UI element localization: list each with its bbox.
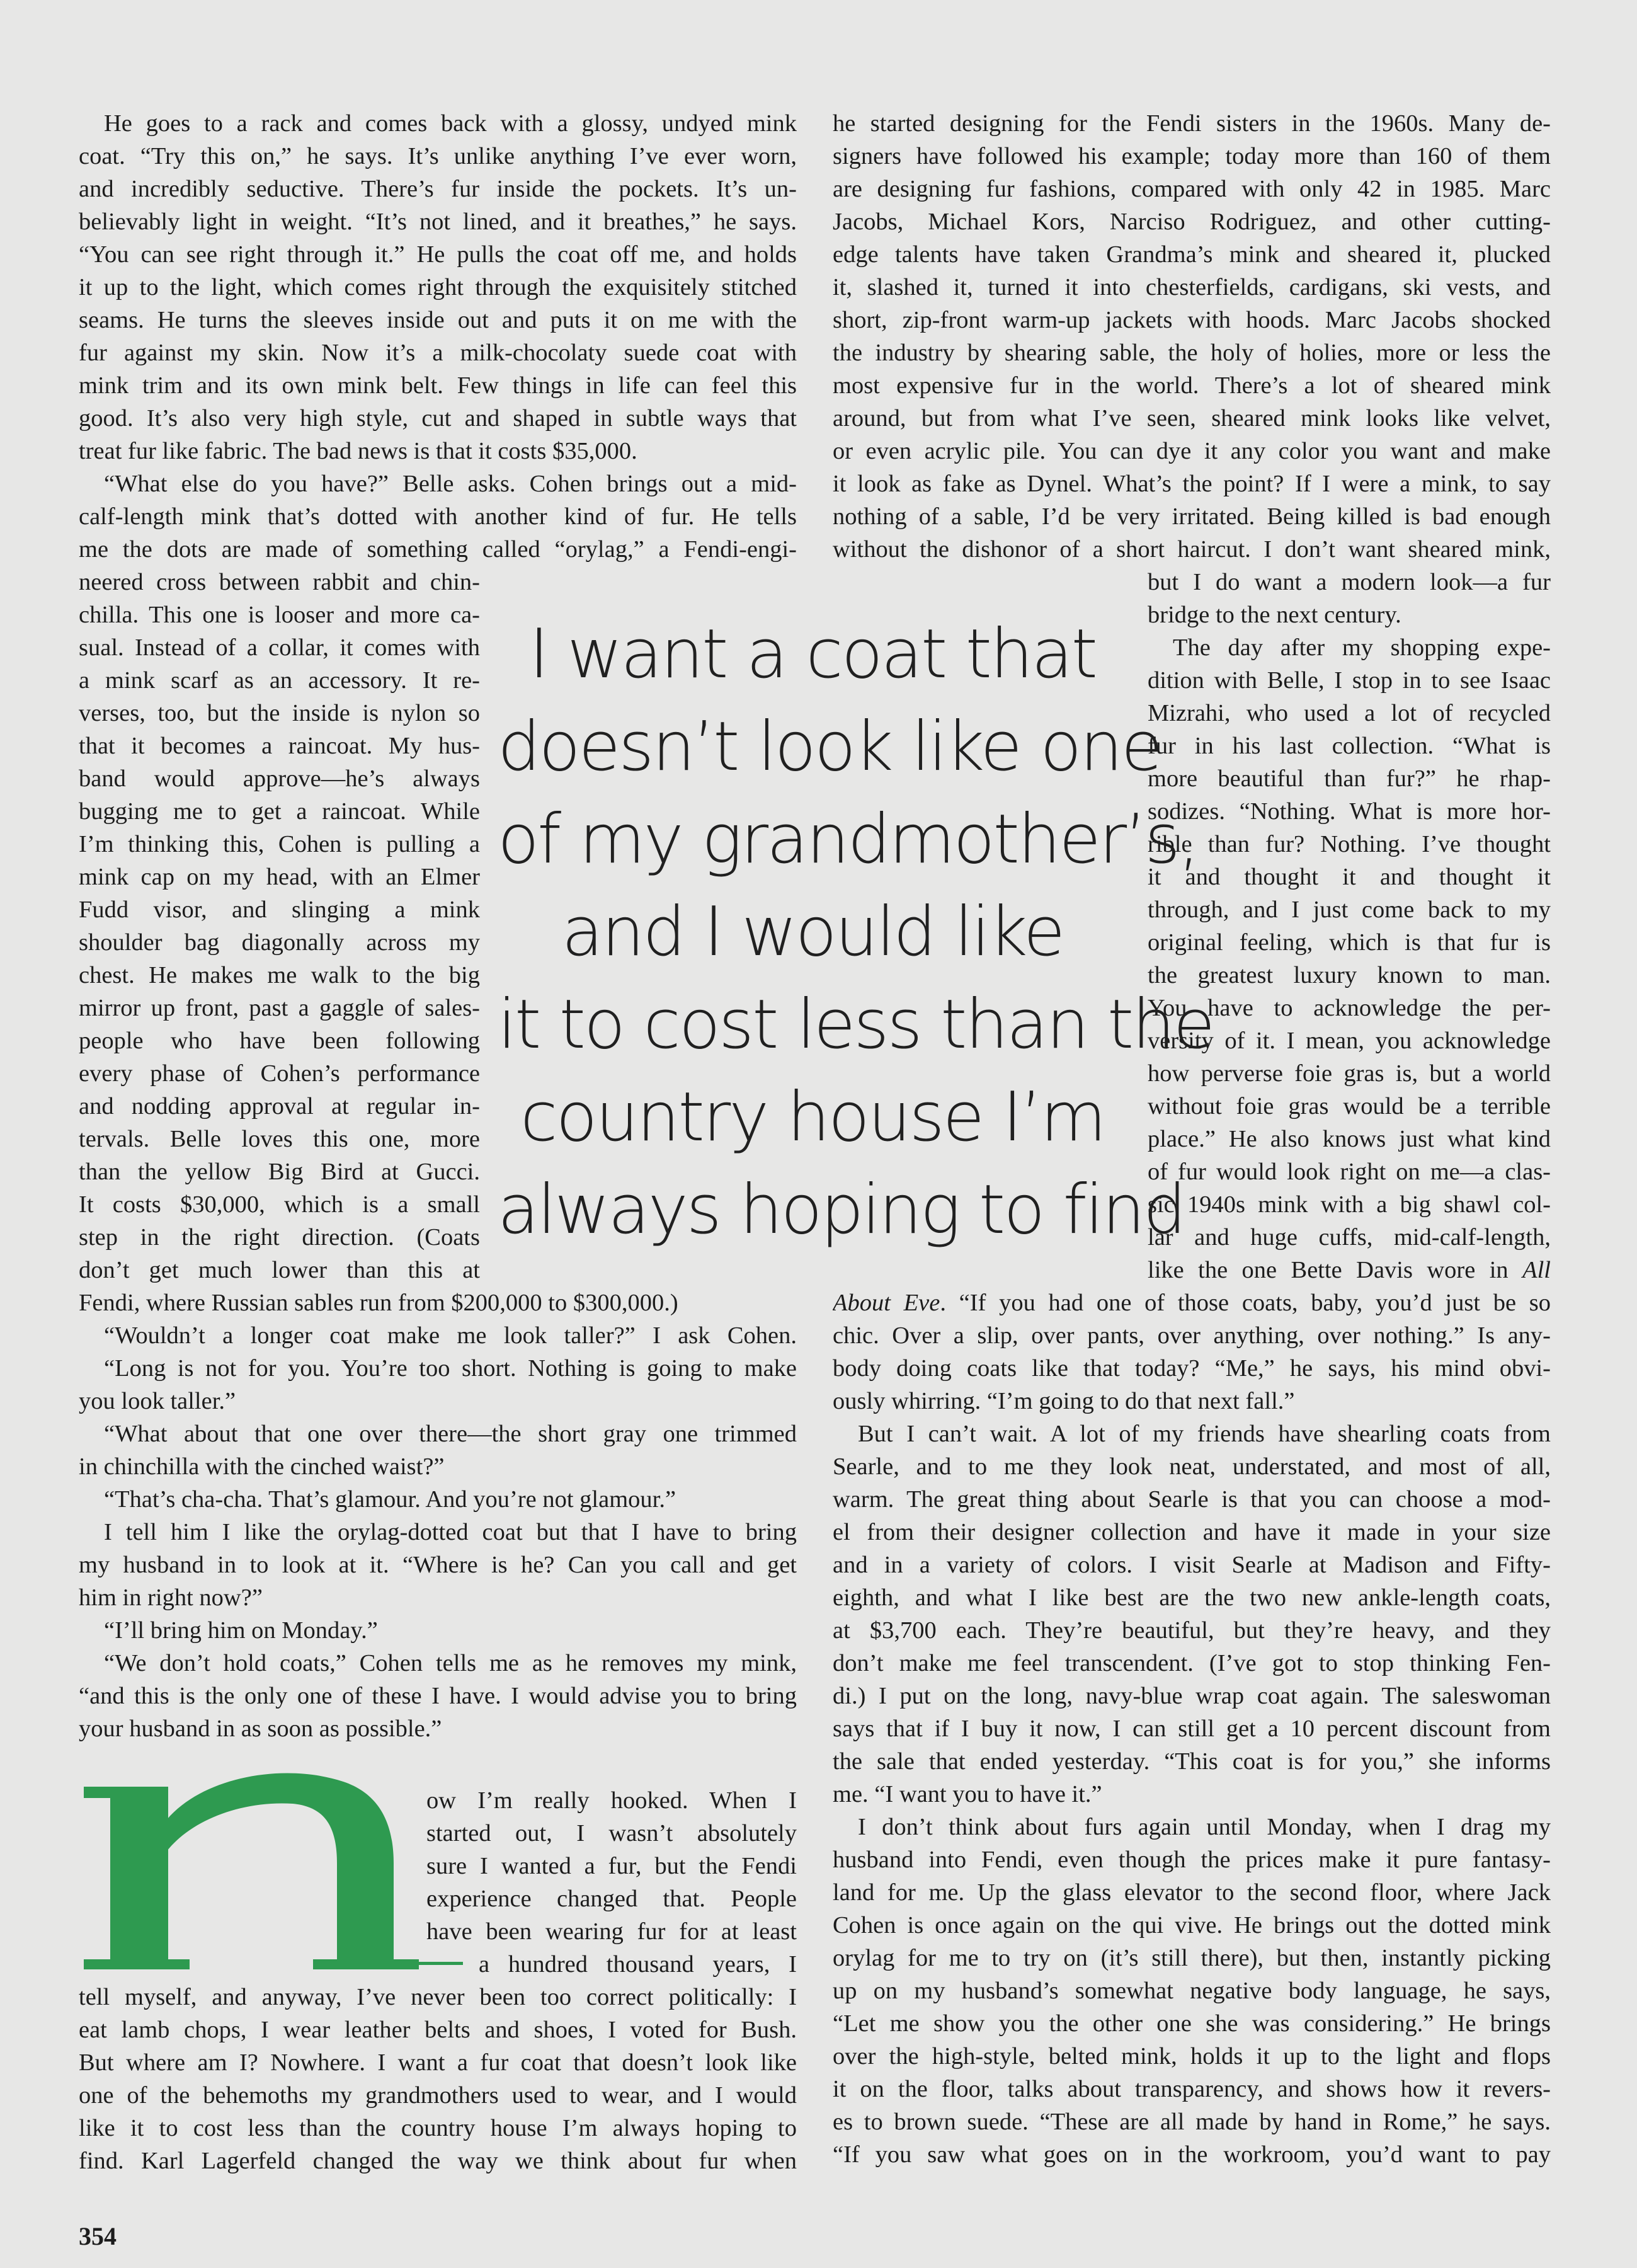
text-line: seams. He turns the sleeves inside out and puts it on me with the	[79, 307, 797, 333]
text-line: verses, too, but the inside is nylon so	[79, 700, 480, 726]
text-line: treat fur like fabric. The bad news is that it costs $35,000.	[79, 438, 637, 464]
pull-quote-line: country house I’m	[520, 1078, 1105, 1157]
text-line: calf-length mink that’s dotted with another kind of fur. He tells	[79, 503, 797, 530]
text-line: husband into Fendi, even though the prices make it pure fantasy-	[833, 1847, 1551, 1873]
text-line: you look taller.”	[79, 1388, 236, 1414]
text-line: “What about that one over there—the short gray one trimmed	[104, 1421, 797, 1447]
text-line: “Let me show you the other one she was considering.” He brings	[833, 2010, 1551, 2037]
text-line: It costs $30,000, which is a small	[79, 1191, 480, 1218]
text-line: without the dishonor of a short haircut. I don’t want sheared mink,	[833, 536, 1551, 563]
text-line: how perverse foie gras is, but a world	[1148, 1060, 1551, 1087]
text-line: About Eve. “If you had one of those coats, baby, you’d just be so	[833, 1290, 1551, 1316]
text-line: more beautiful than fur?” he rhap-	[1148, 765, 1551, 792]
text-line: band would approve—he’s always	[79, 765, 480, 792]
text-line: believably light in weight. “It’s not lined, and it breathes,” he says.	[79, 209, 797, 235]
text-line: but I do want a modern look—a fur	[1148, 569, 1551, 595]
pull-quote-line: doesn’t look like one	[498, 707, 1161, 786]
text-line: and nodding approval at regular in-	[79, 1093, 480, 1120]
text-line: than the yellow Big Bird at Gucci.	[79, 1159, 480, 1185]
text-line: “and this is the only one of these I have. I would advise you to bring	[79, 1683, 797, 1709]
text-line: the greatest luxury known to man.	[1148, 962, 1551, 988]
text-line: original feeling, which is that fur is	[1148, 929, 1551, 956]
text-line: orylag for me to try on (it’s still there), but then, instantly picking	[833, 1945, 1551, 1971]
text-line: most expensive fur in the world. There’s a lot of sheared mink	[833, 372, 1551, 399]
text-line: that it becomes a raincoat. My hus-	[79, 733, 480, 759]
text-line: one of the behemoths my grandmothers used to wear, and I would	[79, 2082, 797, 2109]
text-line: started out, I wasn’t absolutely	[426, 1820, 797, 1847]
drop-cap-n	[79, 1769, 469, 1977]
text-line: people who have been following	[79, 1028, 480, 1054]
text-line: “Long is not for you. You’re too short. Nothing is going to make	[104, 1355, 797, 1382]
text-line: He goes to a rack and comes back with a glossy, undyed mink	[104, 110, 797, 137]
text-line: shoulder bag diagonally across my	[79, 929, 480, 956]
text-line: it and thought it and thought it	[1148, 864, 1551, 890]
text-line: eighth, and what I like best are the two new ankle-length coats,	[833, 1584, 1551, 1611]
text-line: every phase of Cohen’s performance	[79, 1060, 480, 1087]
text-line: it look as fake as Dynel. What’s the point? If I were a mink, to say	[833, 471, 1551, 497]
text-line: sic 1940s mink with a big shawl col-	[1148, 1191, 1551, 1218]
text-line: But I can’t wait. A lot of my friends have shearling coats from	[858, 1421, 1551, 1447]
text-line: sure I wanted a fur, but the Fendi	[426, 1853, 797, 1879]
text-line: neered cross between rabbit and chin-	[79, 569, 480, 595]
text-line: it up to the light, which comes right through the exquisitely stitched	[79, 274, 797, 301]
text-line: di.) I put on the long, navy-blue wrap coat again. The saleswoman	[833, 1683, 1551, 1709]
pull-quote-line: of my grandmother’s,	[498, 800, 1199, 879]
text-line: “I’ll bring him on Monday.”	[104, 1617, 378, 1644]
pull-quote-line: it to cost less than the	[498, 985, 1214, 1064]
text-line: short, zip-front warm-up jackets with hoods. Marc Jacobs shocked	[833, 307, 1551, 333]
text-line: ously whirring. “I’m going to do that next fall.”	[833, 1388, 1295, 1414]
pull-quote-line: and I would like	[561, 893, 1064, 971]
text-line: like it to cost less than the country house I’m always hoping to	[79, 2115, 797, 2141]
text-line: at $3,700 each. They’re beautiful, but they’re heavy, and they	[833, 1617, 1551, 1644]
text-line: in chinchilla with the cinched waist?”	[79, 1453, 445, 1480]
text-line: signers have followed his example; today more than 160 of them	[833, 143, 1551, 169]
text-line: I tell him I like the orylag-dotted coat but that I have to bring	[104, 1519, 797, 1545]
text-line: he started designing for the Fendi sisters in the 1960s. Many de-	[833, 110, 1551, 137]
text-line: “If you saw what goes on in the workroom, you’d want to pay	[833, 2141, 1551, 2168]
text-line: chilla. This one is looser and more ca-	[79, 602, 480, 628]
text-line: The day after my shopping expe-	[1173, 634, 1551, 661]
text-line: tell myself, and anyway, I’ve never been too correct politically: I	[79, 1984, 797, 2010]
text-line: edge talents have taken Grandma’s mink and sheared it, plucked	[833, 241, 1551, 268]
text-line: I don’t think about furs again until Monday, when I drag my	[858, 1814, 1551, 1840]
text-line: says that if I buy it now, I can still get a 10 percent discount from	[833, 1715, 1551, 1742]
text-line: and in a variety of colors. I visit Searle at Madison and Fifty-	[833, 1552, 1551, 1578]
text-line: me the dots are made of something called “orylag,” a Fendi-engi-	[79, 536, 797, 563]
text-line: good. It’s also very high style, cut and shaped in subtle ways that	[79, 405, 797, 432]
text-line: your husband in as soon as possible.”	[79, 1715, 442, 1742]
text-line: Jacobs, Michael Kors, Narciso Rodriguez, and other cutting-	[833, 209, 1551, 235]
text-line: mink trim and its own mink belt. Few things in life can feel this	[79, 372, 797, 399]
text-line: don’t make me feel transcendent. (I’ve got to stop thinking Fen-	[833, 1650, 1551, 1676]
text-line: el from their designer collection and have it made in your size	[833, 1519, 1551, 1545]
text-line: Fendi, where Russian sables run from $200,000 to $300,000.)	[79, 1290, 678, 1316]
text-line: rible than fur? Nothing. I’ve thought	[1148, 831, 1551, 857]
text-line: lar and huge cuffs, mid-calf-length,	[1148, 1224, 1551, 1251]
text-line: up on my husband’s somewhat negative body language, he says,	[833, 1978, 1551, 2004]
text-line: sodizes. “Nothing. What is more hor-	[1148, 798, 1551, 825]
text-line: it, slashed it, turned it into chesterfields, cardigans, ski vests, and	[833, 274, 1551, 301]
text-line: mirror up front, past a gaggle of sales-	[79, 995, 480, 1021]
text-line: ow I’m really hooked. When I	[426, 1787, 797, 1814]
text-line: warm. The great thing about Searle is that you can choose a mod-	[833, 1486, 1551, 1513]
text-line: fur against my skin. Now it’s a milk-chocolaty suede coat with	[79, 340, 797, 366]
text-line: him in right now?”	[79, 1584, 263, 1611]
text-line: have been wearing fur for at least	[426, 1918, 797, 1945]
text-line: dition with Belle, I stop in to see Isaac	[1148, 667, 1551, 694]
text-line: step in the right direction. (Coats	[79, 1224, 480, 1251]
text-line: mink cap on my head, with an Elmer	[79, 864, 480, 890]
text-line: chic. Over a slip, over pants, over anything, over nothing.” Is any-	[833, 1322, 1551, 1349]
text-line: through, and I just come back to my	[1148, 896, 1551, 923]
text-line: coat. “Try this on,” he says. It’s unlike anything I’ve ever worn,	[79, 143, 797, 169]
text-line: without foie gras would be a terrible	[1148, 1093, 1551, 1120]
text-line: a hundred thousand years, I	[479, 1951, 797, 1978]
text-line: Mizrahi, who used a lot of recycled	[1148, 700, 1551, 726]
text-line: experience changed that. People	[426, 1886, 797, 1912]
text-line: it on the floor, talks about transparency, and shows how it revers-	[833, 2076, 1551, 2102]
pull-quote-line: always hoping to find	[498, 1171, 1185, 1249]
text-line: Searle, and to me they look neat, understated, and most of all,	[833, 1453, 1551, 1480]
text-line: don’t get much lower than this at	[79, 1257, 480, 1283]
text-line: tervals. Belle loves this one, more	[79, 1126, 480, 1152]
text-line: eat lamb chops, I wear leather belts and shoes, I voted for Bush.	[79, 2017, 797, 2043]
text-line: bridge to the next century.	[1148, 602, 1401, 628]
text-line: around, but from what I’ve seen, sheared mink looks like velvet,	[833, 405, 1551, 432]
text-line: of fur would look right on me—a clas-	[1148, 1159, 1551, 1185]
text-line: “What else do you have?” Belle asks. Cohen brings out a mid-	[104, 471, 797, 497]
text-line: land for me. Up the glass elevator to the second floor, where Jack	[833, 1879, 1551, 1906]
text-line: “That’s cha-cha. That’s glamour. And you’re not glamour.”	[104, 1486, 676, 1513]
text-line: I’m thinking this, Cohen is pulling a	[79, 831, 480, 857]
text-line: place.” He also knows just what kind	[1148, 1126, 1551, 1152]
text-line: my husband in to look at it. “Where is he? Can you call and get	[79, 1552, 797, 1578]
text-line: or even acrylic pile. You can dye it any color you want and make	[833, 438, 1551, 464]
text-line: “You can see right through it.” He pulls the coat off me, and holds	[79, 241, 797, 268]
page-number: 354	[79, 2222, 117, 2250]
text-line: sual. Instead of a collar, it comes with	[79, 634, 480, 661]
text-line: are designing fur fashions, compared with only 42 in 1985. Marc	[833, 176, 1551, 202]
text-line: fur in his last collection. “What is	[1148, 733, 1551, 759]
pull-quote-line: I want a coat that	[529, 615, 1096, 694]
text-line: and incredibly seductive. There’s fur inside the pockets. It’s un-	[79, 176, 797, 202]
text-line: like the one Bette Davis wore in All	[1148, 1257, 1551, 1283]
text-line: es to brown suede. “These are all made by hand in Rome,” he says.	[833, 2109, 1551, 2135]
text-line: chest. He makes me walk to the big	[79, 962, 480, 988]
text-line: find. Karl Lagerfeld changed the way we think about fur when	[79, 2148, 797, 2174]
text-line: body doing coats like that today? “Me,” he says, his mind obvi-	[833, 1355, 1551, 1382]
text-line: nothing of a sable, I’d be very irritated. Being killed is bad enough	[833, 503, 1551, 530]
text-line: But where am I? Nowhere. I want a fur coat that doesn’t look like	[79, 2049, 797, 2076]
text-line: bugging me to get a raincoat. While	[79, 798, 480, 825]
text-line: “We don’t hold coats,” Cohen tells me as he removes my mink,	[104, 1650, 797, 1676]
text-line: Fudd visor, and slinging a mink	[79, 896, 480, 923]
text-line: Cohen is once again on the qui vive. He brings out the dotted mink	[833, 1912, 1551, 1939]
text-line: You have to acknowledge the per-	[1148, 995, 1551, 1021]
text-line: a mink scarf as an accessory. It re-	[79, 667, 480, 694]
text-line: the industry by shearing sable, the holy of holies, more or less the	[833, 340, 1551, 366]
text-line: me. “I want you to have it.”	[833, 1781, 1102, 1807]
text-line: the sale that ended yesterday. “This coat is for you,” she informs	[833, 1748, 1551, 1775]
text-line: versity of it. I mean, you acknowledge	[1148, 1028, 1551, 1054]
text-line: “Wouldn’t a longer coat make me look taller?” I ask Cohen.	[104, 1322, 797, 1349]
text-line: over the high-style, belted mink, holds it up to the light and flops	[833, 2043, 1551, 2070]
